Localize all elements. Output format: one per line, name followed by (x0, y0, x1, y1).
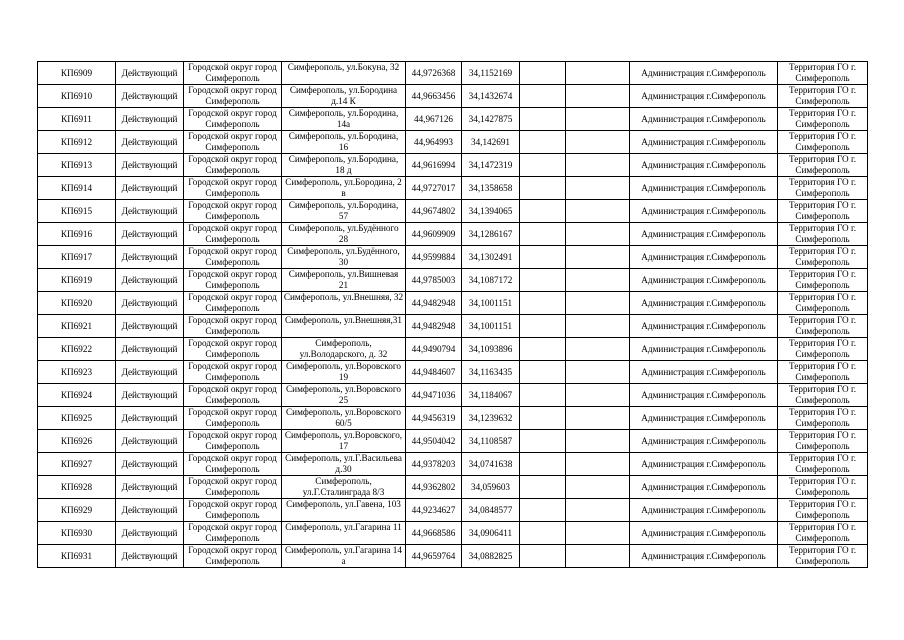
latitude-cell: 44,9659764 (406, 545, 462, 568)
table-row (38, 154, 868, 177)
address-cell: Симферополь, ул.Бородина, 14а (282, 108, 406, 131)
latitude-cell: 44,9668586 (406, 522, 462, 545)
table-row (38, 361, 868, 384)
latitude-cell: 44,9727017 (406, 177, 462, 200)
address-cell: Симферополь, ул.Будённого 28 (282, 223, 406, 246)
table-row (38, 384, 868, 407)
latitude-cell: 44,9362802 (406, 476, 462, 499)
empty-cell (520, 108, 566, 131)
empty-cell (520, 131, 566, 154)
table-row (38, 522, 868, 545)
status-cell: Действующий (116, 85, 184, 108)
address-cell: Симферополь, ул.Внешняя,31 (282, 315, 406, 338)
latitude-cell: 44,9490794 (406, 338, 462, 361)
empty-cell (520, 200, 566, 223)
empty-cell (566, 154, 630, 177)
owner-cell: Администрация г.Симферополь (630, 522, 778, 545)
longitude-cell: 34,1001151 (462, 315, 520, 338)
territory-cell: Территория ГО г. Симферополь (778, 269, 868, 292)
owner-cell: Администрация г.Симферополь (630, 85, 778, 108)
owner-cell: Администрация г.Симферополь (630, 108, 778, 131)
point-code-cell: КП6920 (38, 292, 116, 315)
owner-cell: Администрация г.Симферополь (630, 131, 778, 154)
empty-cell (520, 269, 566, 292)
table-row (38, 269, 868, 292)
territory-cell: Территория ГО г. Симферополь (778, 430, 868, 453)
point-code-cell: КП6912 (38, 131, 116, 154)
region-cell: Городской округ город Симферополь (184, 453, 282, 476)
address-cell: Симферополь, ул.Гагарина 14 а (282, 545, 406, 568)
address-cell: Симферополь, ул.Гавена, 103 (282, 499, 406, 522)
region-cell: Городской округ город Симферополь (184, 545, 282, 568)
address-cell: Симферополь, ул.Володарского, д. 32 (282, 338, 406, 361)
region-cell: Городской округ город Симферополь (184, 223, 282, 246)
point-code-cell: КП6910 (38, 85, 116, 108)
point-code-cell: КП6919 (38, 269, 116, 292)
empty-cell (566, 200, 630, 223)
status-cell: Действующий (116, 200, 184, 223)
owner-cell: Администрация г.Симферополь (630, 315, 778, 338)
owner-cell: Администрация г.Симферополь (630, 200, 778, 223)
address-cell: Симферополь, ул.Бородина, 57 (282, 200, 406, 223)
territory-cell: Территория ГО г. Симферополь (778, 62, 868, 85)
longitude-cell: 34,1108587 (462, 430, 520, 453)
longitude-cell: 34,1286167 (462, 223, 520, 246)
latitude-cell: 44,9456319 (406, 407, 462, 430)
owner-cell: Администрация г.Симферополь (630, 453, 778, 476)
table-body (38, 62, 868, 568)
address-cell: Симферополь, ул.Воровского, 17 (282, 430, 406, 453)
territory-cell: Территория ГО г. Симферополь (778, 545, 868, 568)
owner-cell: Администрация г.Симферополь (630, 246, 778, 269)
owner-cell: Администрация г.Симферополь (630, 407, 778, 430)
table-row (38, 223, 868, 246)
territory-cell: Территория ГО г. Симферополь (778, 522, 868, 545)
status-cell: Действующий (116, 223, 184, 246)
region-cell: Городской округ город Симферополь (184, 407, 282, 430)
address-cell: Симферополь, ул.Бородина, 18 д (282, 154, 406, 177)
region-cell: Городской округ город Симферополь (184, 85, 282, 108)
point-code-cell: КП6928 (38, 476, 116, 499)
territory-cell: Территория ГО г. Симферополь (778, 131, 868, 154)
status-cell: Действующий (116, 315, 184, 338)
empty-cell (520, 545, 566, 568)
empty-cell (566, 453, 630, 476)
latitude-cell: 44,9674802 (406, 200, 462, 223)
longitude-cell: 34,1427875 (462, 108, 520, 131)
point-code-cell: КП6909 (38, 62, 116, 85)
empty-cell (520, 384, 566, 407)
empty-cell (520, 85, 566, 108)
longitude-cell: 34,1239632 (462, 407, 520, 430)
status-cell: Действующий (116, 361, 184, 384)
longitude-cell: 34,1163435 (462, 361, 520, 384)
status-cell: Действующий (116, 154, 184, 177)
longitude-cell: 34,059603 (462, 476, 520, 499)
empty-cell (566, 85, 630, 108)
region-cell: Городской округ город Симферополь (184, 269, 282, 292)
region-cell: Городской округ город Симферополь (184, 108, 282, 131)
registry-table (37, 61, 868, 568)
status-cell: Действующий (116, 177, 184, 200)
table-row (38, 407, 868, 430)
empty-cell (566, 338, 630, 361)
longitude-cell: 34,1087172 (462, 269, 520, 292)
territory-cell: Территория ГО г. Симферополь (778, 453, 868, 476)
point-code-cell: КП6913 (38, 154, 116, 177)
owner-cell: Администрация г.Симферополь (630, 269, 778, 292)
address-cell: Симферополь, ул.Внешняя, 32 (282, 292, 406, 315)
owner-cell: Администрация г.Симферополь (630, 430, 778, 453)
empty-cell (520, 430, 566, 453)
empty-cell (566, 62, 630, 85)
table-row (38, 453, 868, 476)
owner-cell: Администрация г.Симферополь (630, 177, 778, 200)
latitude-cell: 44,9482948 (406, 292, 462, 315)
table-row (38, 85, 868, 108)
status-cell: Действующий (116, 131, 184, 154)
territory-cell: Территория ГО г. Симферополь (778, 246, 868, 269)
territory-cell: Территория ГО г. Симферополь (778, 407, 868, 430)
address-cell: Симферополь, ул.Бокуна, 32 (282, 62, 406, 85)
table-row (38, 62, 868, 85)
empty-cell (520, 361, 566, 384)
point-code-cell: КП6923 (38, 361, 116, 384)
territory-cell: Территория ГО г. Симферополь (778, 292, 868, 315)
status-cell: Действующий (116, 430, 184, 453)
point-code-cell: КП6915 (38, 200, 116, 223)
status-cell: Действующий (116, 545, 184, 568)
empty-cell (566, 384, 630, 407)
empty-cell (520, 407, 566, 430)
region-cell: Городской округ город Симферополь (184, 522, 282, 545)
empty-cell (566, 223, 630, 246)
address-cell: Симферополь, ул.Вишневая 21 (282, 269, 406, 292)
empty-cell (520, 292, 566, 315)
table-row (38, 545, 868, 568)
empty-cell (520, 476, 566, 499)
table-row (38, 292, 868, 315)
table-row (38, 476, 868, 499)
address-cell: Симферополь, ул.Г.Васильева д.30 (282, 453, 406, 476)
status-cell: Действующий (116, 246, 184, 269)
latitude-cell: 44,967126 (406, 108, 462, 131)
longitude-cell: 34,0882825 (462, 545, 520, 568)
latitude-cell: 44,9616994 (406, 154, 462, 177)
latitude-cell: 44,964993 (406, 131, 462, 154)
territory-cell: Территория ГО г. Симферополь (778, 223, 868, 246)
latitude-cell: 44,9504042 (406, 430, 462, 453)
empty-cell (520, 62, 566, 85)
longitude-cell: 34,1184067 (462, 384, 520, 407)
owner-cell: Администрация г.Симферополь (630, 338, 778, 361)
status-cell: Действующий (116, 476, 184, 499)
longitude-cell: 34,1152169 (462, 62, 520, 85)
region-cell: Городской округ город Симферополь (184, 177, 282, 200)
longitude-cell: 34,142691 (462, 131, 520, 154)
region-cell: Городской округ город Симферополь (184, 315, 282, 338)
address-cell: Симферополь, ул.Бородина д.14 К (282, 85, 406, 108)
empty-cell (566, 177, 630, 200)
empty-cell (520, 154, 566, 177)
empty-cell (520, 499, 566, 522)
empty-cell (566, 361, 630, 384)
empty-cell (566, 131, 630, 154)
empty-cell (520, 246, 566, 269)
status-cell: Действующий (116, 62, 184, 85)
status-cell: Действующий (116, 453, 184, 476)
point-code-cell: КП6914 (38, 177, 116, 200)
latitude-cell: 44,9609909 (406, 223, 462, 246)
address-cell: Симферополь, ул.Воровского 60/5 (282, 407, 406, 430)
region-cell: Городской округ город Симферополь (184, 292, 282, 315)
table-row (38, 430, 868, 453)
table-row (38, 200, 868, 223)
longitude-cell: 34,0906411 (462, 522, 520, 545)
owner-cell: Администрация г.Симферополь (630, 361, 778, 384)
latitude-cell: 44,9378203 (406, 453, 462, 476)
table-row (38, 177, 868, 200)
territory-cell: Территория ГО г. Симферополь (778, 384, 868, 407)
owner-cell: Администрация г.Симферополь (630, 499, 778, 522)
region-cell: Городской округ город Симферополь (184, 430, 282, 453)
address-cell: Симферополь, ул.Г.Сталинграда 8/3 (282, 476, 406, 499)
empty-cell (566, 430, 630, 453)
longitude-cell: 34,1394065 (462, 200, 520, 223)
owner-cell: Администрация г.Симферополь (630, 545, 778, 568)
territory-cell: Территория ГО г. Симферополь (778, 177, 868, 200)
region-cell: Городской округ город Симферополь (184, 62, 282, 85)
empty-cell (566, 522, 630, 545)
address-cell: Симферополь, ул.Бородина, 16 (282, 131, 406, 154)
point-code-cell: КП6927 (38, 453, 116, 476)
point-code-cell: КП6917 (38, 246, 116, 269)
owner-cell: Администрация г.Симферополь (630, 292, 778, 315)
region-cell: Городской округ город Симферополь (184, 131, 282, 154)
status-cell: Действующий (116, 407, 184, 430)
region-cell: Городской округ город Симферополь (184, 246, 282, 269)
region-cell: Городской округ город Симферополь (184, 154, 282, 177)
longitude-cell: 34,0848577 (462, 499, 520, 522)
status-cell: Действующий (116, 522, 184, 545)
empty-cell (520, 338, 566, 361)
status-cell: Действующий (116, 384, 184, 407)
latitude-cell: 44,9599884 (406, 246, 462, 269)
longitude-cell: 34,1302491 (462, 246, 520, 269)
table-row (38, 246, 868, 269)
empty-cell (566, 407, 630, 430)
owner-cell: Администрация г.Симферополь (630, 476, 778, 499)
address-cell: Симферополь, ул.Воровского 19 (282, 361, 406, 384)
status-cell: Действующий (116, 292, 184, 315)
territory-cell: Территория ГО г. Симферополь (778, 476, 868, 499)
longitude-cell: 34,1001151 (462, 292, 520, 315)
point-code-cell: КП6922 (38, 338, 116, 361)
point-code-cell: КП6931 (38, 545, 116, 568)
region-cell: Городской округ город Симферополь (184, 384, 282, 407)
empty-cell (566, 315, 630, 338)
latitude-cell: 44,9785003 (406, 269, 462, 292)
table-row (38, 108, 868, 131)
region-cell: Городской округ город Симферополь (184, 361, 282, 384)
latitude-cell: 44,9482948 (406, 315, 462, 338)
latitude-cell: 44,9484607 (406, 361, 462, 384)
owner-cell: Администрация г.Симферополь (630, 154, 778, 177)
point-code-cell: КП6925 (38, 407, 116, 430)
point-code-cell: КП6926 (38, 430, 116, 453)
region-cell: Городской округ город Симферополь (184, 200, 282, 223)
table-row (38, 315, 868, 338)
longitude-cell: 34,0741638 (462, 453, 520, 476)
point-code-cell: КП6929 (38, 499, 116, 522)
empty-cell (566, 269, 630, 292)
territory-cell: Территория ГО г. Симферополь (778, 361, 868, 384)
territory-cell: Территория ГО г. Симферополь (778, 338, 868, 361)
longitude-cell: 34,1432674 (462, 85, 520, 108)
empty-cell (566, 108, 630, 131)
region-cell: Городской округ город Симферополь (184, 499, 282, 522)
address-cell: Симферополь, ул.Будённого, 30 (282, 246, 406, 269)
empty-cell (520, 315, 566, 338)
empty-cell (520, 453, 566, 476)
point-code-cell: КП6924 (38, 384, 116, 407)
empty-cell (566, 545, 630, 568)
point-code-cell: КП6911 (38, 108, 116, 131)
latitude-cell: 44,9471036 (406, 384, 462, 407)
table-row (38, 499, 868, 522)
point-code-cell: КП6921 (38, 315, 116, 338)
table-row (38, 131, 868, 154)
longitude-cell: 34,1093896 (462, 338, 520, 361)
latitude-cell: 44,9663456 (406, 85, 462, 108)
empty-cell (520, 223, 566, 246)
empty-cell (566, 499, 630, 522)
longitude-cell: 34,1358658 (462, 177, 520, 200)
territory-cell: Территория ГО г. Симферополь (778, 499, 868, 522)
owner-cell: Администрация г.Симферополь (630, 223, 778, 246)
territory-cell: Территория ГО г. Симферополь (778, 200, 868, 223)
empty-cell (566, 292, 630, 315)
owner-cell: Администрация г.Симферополь (630, 62, 778, 85)
address-cell: Симферополь, ул.Воровского 25 (282, 384, 406, 407)
empty-cell (566, 246, 630, 269)
territory-cell: Территория ГО г. Симферополь (778, 154, 868, 177)
address-cell: Симферополь, ул.Бородина, 2 в (282, 177, 406, 200)
address-cell: Симферополь, ул.Гагарина 11 (282, 522, 406, 545)
point-code-cell: КП6916 (38, 223, 116, 246)
owner-cell: Администрация г.Симферополь (630, 384, 778, 407)
status-cell: Действующий (116, 338, 184, 361)
territory-cell: Территория ГО г. Симферополь (778, 108, 868, 131)
status-cell: Действующий (116, 108, 184, 131)
latitude-cell: 44,9234627 (406, 499, 462, 522)
region-cell: Городской округ город Симферополь (184, 476, 282, 499)
territory-cell: Территория ГО г. Симферополь (778, 315, 868, 338)
empty-cell (520, 177, 566, 200)
point-code-cell: КП6930 (38, 522, 116, 545)
latitude-cell: 44,9726368 (406, 62, 462, 85)
region-cell: Городской округ город Симферополь (184, 338, 282, 361)
territory-cell: Территория ГО г. Симферополь (778, 85, 868, 108)
longitude-cell: 34,1472319 (462, 154, 520, 177)
table-row (38, 338, 868, 361)
status-cell: Действующий (116, 499, 184, 522)
empty-cell (520, 522, 566, 545)
empty-cell (566, 476, 630, 499)
status-cell: Действующий (116, 269, 184, 292)
